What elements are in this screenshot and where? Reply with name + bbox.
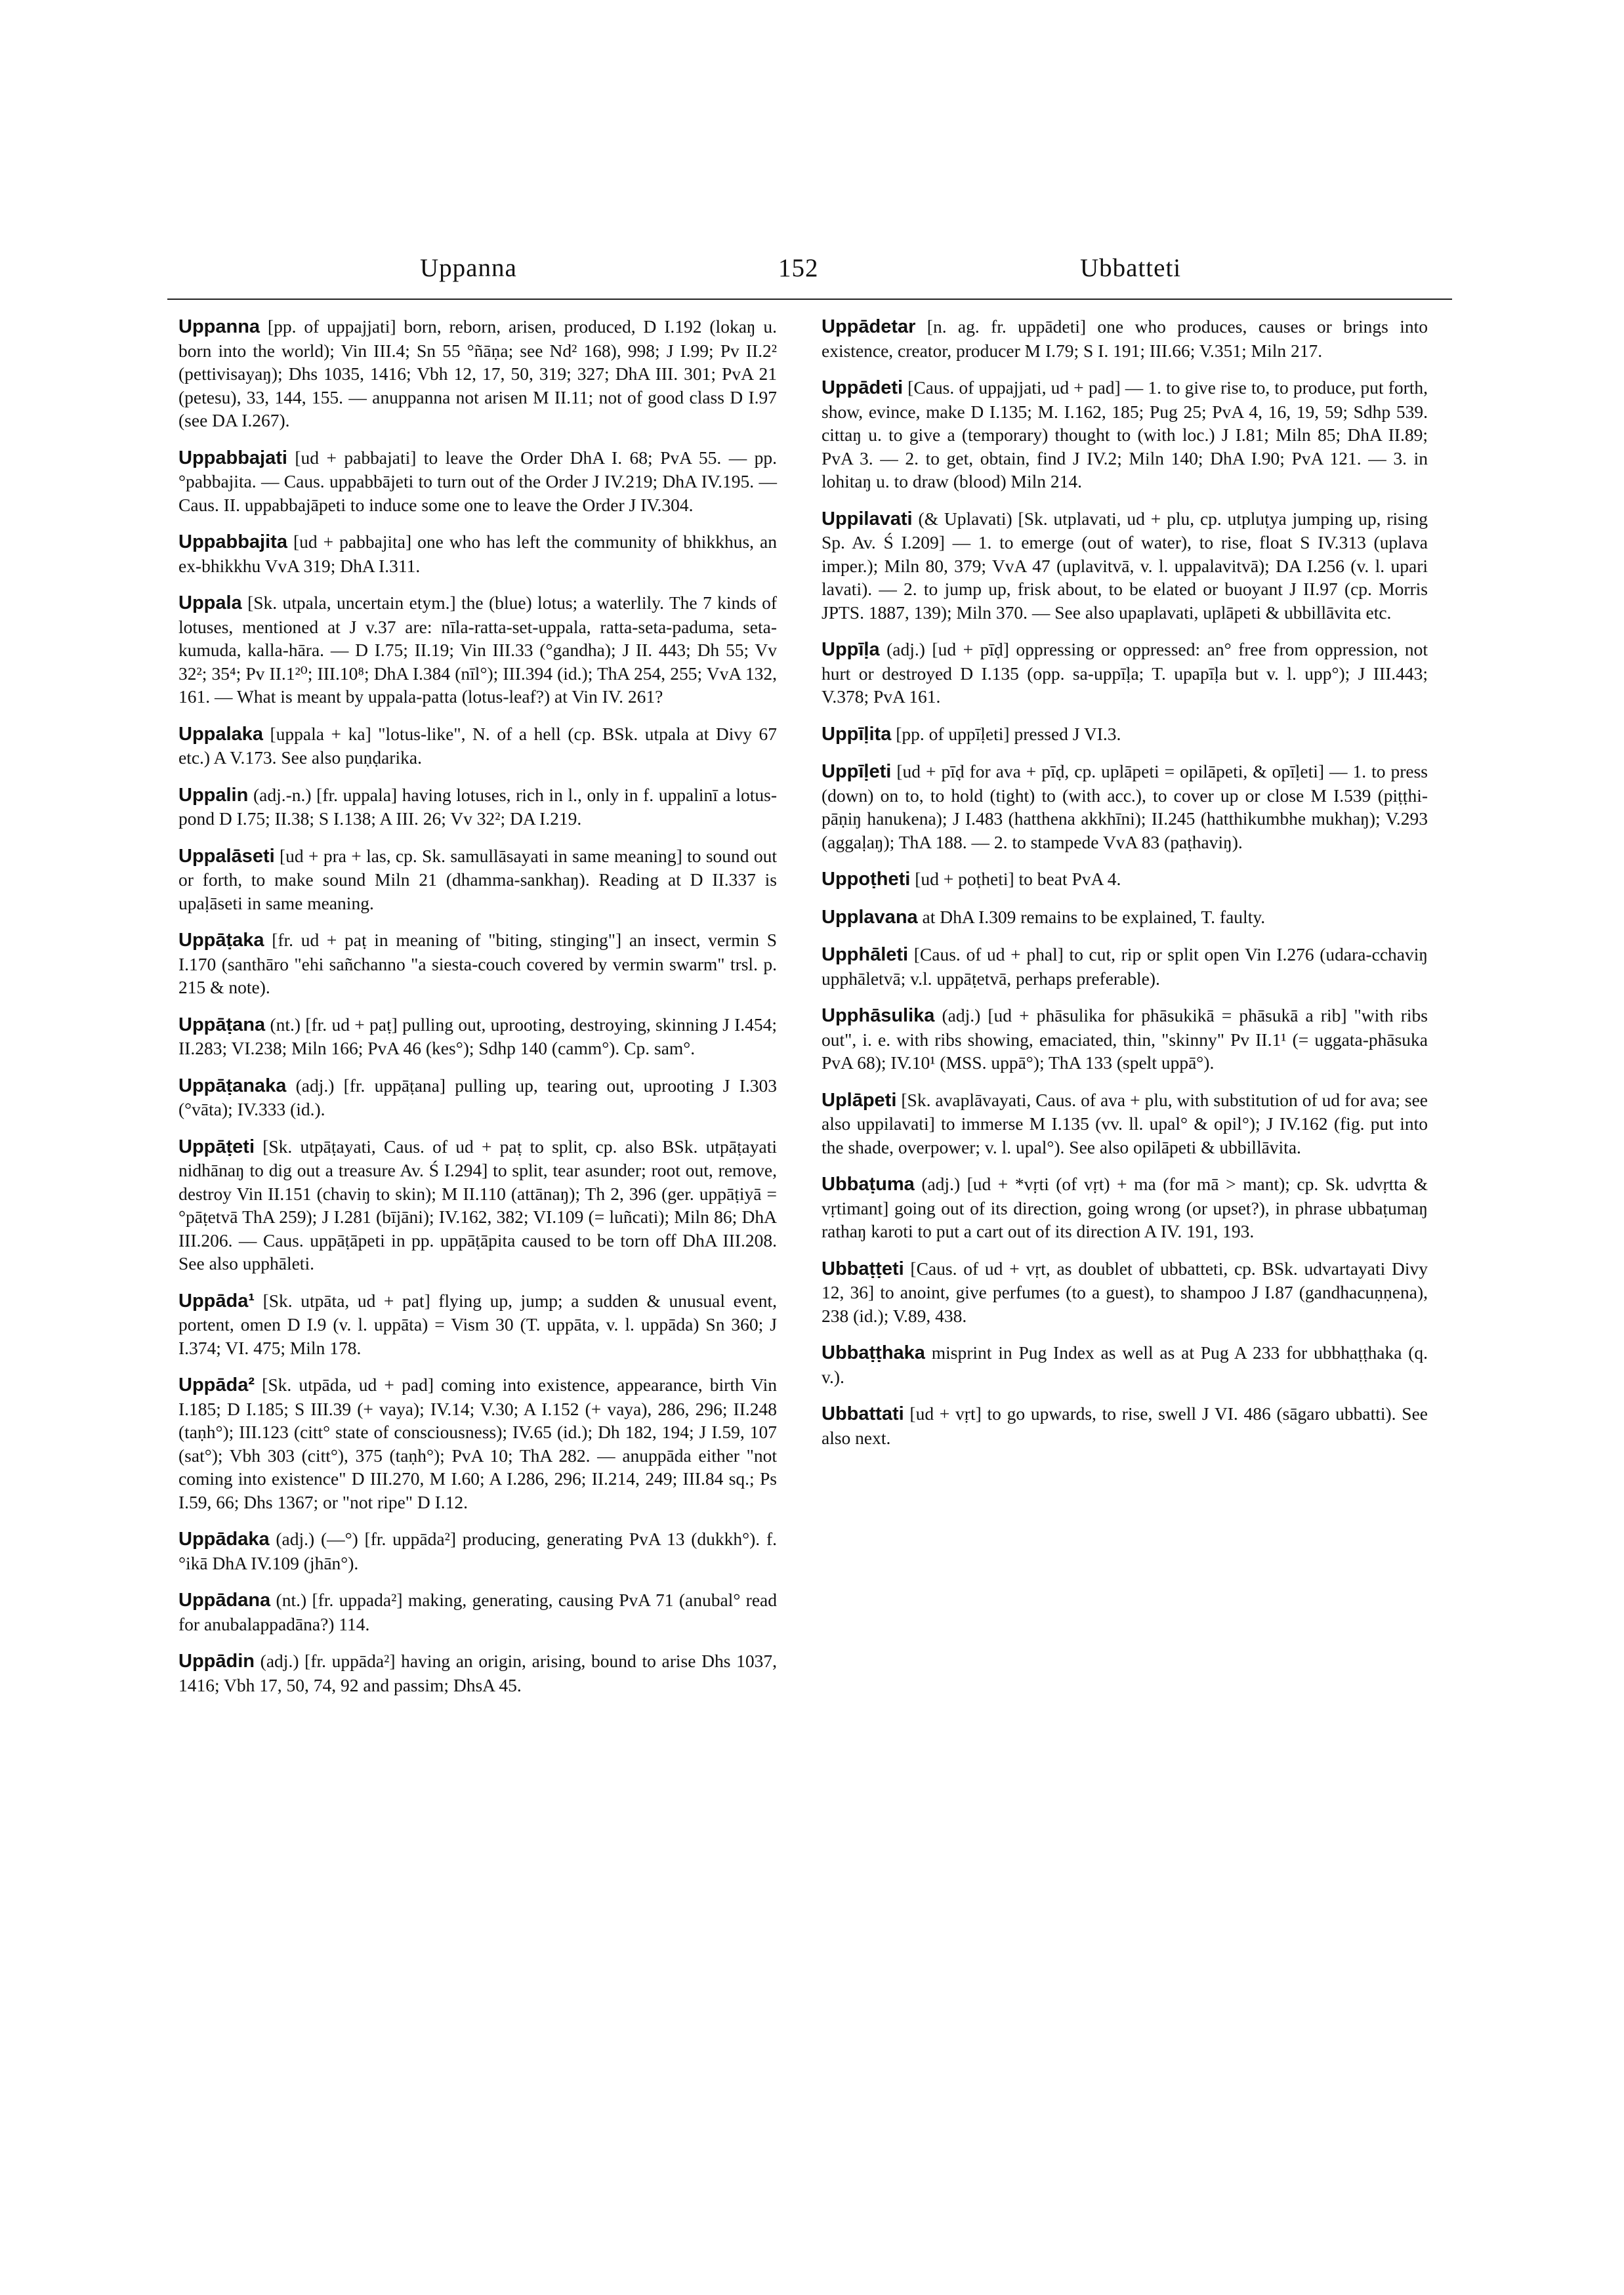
entry-text: [ud + poṭheti] to beat PvA 4. (910, 869, 1121, 889)
entry (178, 315, 777, 432)
headword: Uppabbajita (178, 531, 287, 552)
entry (178, 844, 777, 915)
entry-text: (adj.) (—°) [fr. uppāda²] producing, generating PvA 13 (dukkh°). f. °ikā DhA IV.109 (jhān°). (178, 1529, 777, 1573)
entry-text: [uppala + ka] "lotus-like", N. of a hell (cp. BSk. utpala at Divy 67 etc.) A V.173. See also puṇḍarika. (178, 723, 777, 768)
entry-text: [Caus. of ud + phal] to cut, rip or split open Vin I.276 (udara-cchaviŋ upphāletvā; v.l. uppāṭetvā, perhaps preferable). (822, 944, 1428, 989)
headword: Uppāda¹ (178, 1290, 255, 1312)
entry-text: [ud + pra + las, cp. Sk. samullāsayati in same meaning] to sound out or forth, to make sound Miln 21 (dhamma-sankhaŋ). Reading at D II.337 is upaḷāseti in same meaning. (178, 845, 777, 913)
entry (178, 1135, 777, 1275)
headword: Uppādaka (178, 1529, 270, 1550)
entry (178, 1527, 777, 1575)
entry-text: [ud + pabbajita] one who has left the community of bhikkhus, an ex-bhikkhu VvA 319; DhA I.311. (178, 531, 777, 576)
entry (822, 760, 1428, 854)
headword: Uppādetar (822, 316, 916, 337)
headword: Uppāda² (178, 1375, 255, 1396)
entry (822, 1341, 1428, 1388)
entry-text: (adj.) [ud + pīḍ] oppressing or oppressed: an° free from oppression, not hurt or destroyed D I.135 (opp. sa-uppīḷa; T. upapīḷa but v. l. upp°); J III.443; V.378; PvA 161. (822, 639, 1428, 707)
headword: Uppalāseti (178, 845, 275, 867)
headword: Ubbattati (822, 1403, 904, 1424)
headword: Uppalin (178, 784, 249, 806)
entry-text: [ud + vṛt] to go upwards, to rise, swell J VI. 486 (sāgaro ubbatti). See also next. (822, 1403, 1428, 1448)
entry-text: [Caus. of uppajjati, ud + pad] — 1. to give rise to, to produce, put forth, show, evince, make D I.135; M. I.162, 185; Pug 25; PvA 4, 16, 19, 59; Sdhp 539. cittaŋ u. to give a (temporary) thought to (with loc.) J I.81; Miln 85; DhA II.89; PvA 3. — 2. to get, obtain, find J IV.2; Miln 140; DhA I.90; PvA 121. — 3. in lohitaŋ u. to draw (blood) Miln 214. (822, 377, 1428, 491)
entry (178, 1013, 777, 1060)
headword: Uppāṭana (178, 1014, 266, 1035)
entry (822, 867, 1428, 892)
headword: Uppāṭeti (178, 1136, 255, 1157)
headword: Uppilavati (822, 508, 913, 529)
headword: Uppīḷita (822, 723, 892, 745)
entry (822, 376, 1428, 493)
entry (822, 1172, 1428, 1243)
headword: Ubbaṭuma (822, 1174, 915, 1195)
entry (822, 1004, 1428, 1075)
headword: Uplāpeti (822, 1089, 897, 1111)
entry (178, 1373, 777, 1514)
headword: Ubbaṭṭhaka (822, 1342, 925, 1363)
entry-text: [Caus. of ud + vṛt, as doublet of ubbatteti, cp. BSk. udvartayati Divy 12, 36] to anoint, give perfumes (to a guest), to shampoo J I.87 (gandhacuṇṇena), 238 (id.); V.89, 438. (822, 1258, 1428, 1326)
entry (822, 722, 1428, 747)
entry-text: [Sk. utpala, uncertain etym.] the (blue) lotus; a waterlily. The 7 kinds of lotuses, mentioned at J v.37 are: nīla-ratta-set-uppala, ratta-seta-paduma, seta-kumuda, kalla-hāra. — D I.75; II.19; Vin III.33 (°gandha); J II. 443; Dh 55; Vv 32²; 35⁴; Pv II.1²⁰; III.10⁸; DhA I.384 (nīl°); III.394 (id.); ThA 254, 255; VvA 132, 161. — What is meant by uppala-patta (lotus-leaf?) at Vin IV. 261? (178, 592, 777, 707)
entry-text: [fr. ud + paṭ in meaning of "biting, stinging"] an insect, vermin S I.170 (santhāro "ehi sañchanno "a siesta-couch covered by vermin swarm" trsl. p. 215 & note). (178, 930, 777, 997)
entry-text: [ud + pīḍ for ava + pīḍ, cp. uplāpeti = opilāpeti, & opīḷeti] — 1. to press (down) on to, to hold (tight) to (with acc.), to cover up or close M I.539 (piṭṭhi-pāṇiŋ hanukena); J I.483 (hatthena akkhīni); II.245 (hatthikumbhe mukhaŋ); V.293 (aggaḷaŋ); ThA 188. — 2. to stampede VvA 83 (paṭhaviŋ). (822, 761, 1428, 852)
headword: Uppādana (178, 1590, 271, 1611)
entry (178, 1649, 777, 1697)
entry (822, 1257, 1428, 1328)
entry (822, 507, 1428, 625)
entry (178, 928, 777, 999)
entry-text: [n. ag. fr. uppādeti] one who produces, causes or brings into existence, creator, producer M I.79; S I. 191; III.66; V.351; Miln 217. (822, 316, 1428, 361)
headword: Ubbaṭṭeti (822, 1258, 904, 1279)
entry-text: (adj.) [ud + phāsulika for phāsukikā = phāsukā a rib] "with ribs out", i. e. with ribs showing, emaciated, thin, "skinny" Pv II.1¹ (= uggata-phāsuka PvA 68); IV.10¹ (MSS. uppā°); ThA 133 (spelt uppā°). (822, 1005, 1428, 1073)
headword: Uppādeti (822, 377, 904, 398)
headword: Uppala (178, 592, 242, 613)
entry-text: (adj.) [fr. uppāda²] having an origin, arising, bound to arise Dhs 1037, 1416; Vbh 17, 50, 74, 92 and passim; DhsA 45. (178, 1651, 777, 1695)
entry-text: [Sk. utpāṭayati, Caus. of ud + paṭ to split, cp. also BSk. utpāṭayati nidhānaŋ to dig out a treasure Av. Ś I.294] to split, tear asunder; root out, remove, destroy Vin II.151 (chaviŋ to skin); M II.110 (attānaŋ); Th 2, 396 (ger. uppāṭiyā = °pāṭetvā ThA 259); J I.281 (bījāni); IV.162, 382; VI.109 (= luñcati); Miln 86; DhA III.206. — Caus. uppāṭāpeti in pp. uppāṭāpita caused to be torn off DhA III.208. See also upphāleti. (178, 1136, 777, 1273)
headword: Uppīḷa (822, 639, 880, 660)
entry (178, 783, 777, 831)
entry (822, 905, 1428, 930)
entry (178, 591, 777, 709)
headword: Uppanna (178, 316, 260, 337)
entry (178, 722, 777, 770)
headword: Upplavana (822, 906, 918, 928)
right-column (822, 315, 1428, 1463)
headword: Uppāṭanaka (178, 1075, 287, 1096)
entry-text: [Sk. utpāta, ud + pat] flying up, jump; a sudden & unusual event, portent, omen D I.9 (v. l. uppāta) = Vism 30 (T. uppāta, v. l. uppāda) Sn 360; J I.374; VI. 475; Miln 178. (178, 1290, 777, 1358)
headword: Upphāsulika (822, 1005, 935, 1026)
running-head-right: Ubbatteti (1080, 254, 1182, 282)
entry-text: [Sk. avaplāvayati, Caus. of ava + plu, with substitution of ud for ava; see also uppilavati] to immerse M I.135 (vv. ll. upal° & opil°); J IV.162 (fig. put into the shade, overpower; v. l. upal°). See also opilāpeti & ubbillāvita. (822, 1089, 1428, 1157)
entry-text: (nt.) [fr. uppada²] making, generating, causing PvA 71 (anubal° read for anubalappadāna?) 114. (178, 1590, 777, 1634)
entry-text: (adj.-n.) [fr. uppala] having lotuses, rich in l., only in f. uppalinī a lotus-pond D I.75; II.38; S I.138; A III. 26; Vv 32²; DA I.219. (178, 784, 777, 829)
entry-text: [pp. of uppīḷeti] pressed J VI.3. (891, 723, 1121, 744)
entry-text: at DhA I.309 remains to be explained, T. faulty. (917, 906, 1266, 927)
entry (822, 315, 1428, 362)
entry (178, 1588, 777, 1636)
entry-text: (adj.) [fr. uppāṭana] pulling up, tearing out, uprooting J I.303 (°vāta); IV.333 (id.). (178, 1075, 777, 1119)
entry-text: (& Uplavati) [Sk. utplavati, ud + plu, cp. utpluṭya jumping up, rising Sp. Av. Ś I.209] — 1. to emerge (out of water), to rise, float S IV.313 (uplava imper.); Miln 80, 379; VvA 47 (uplavitvā, v. l. uppalavitvā); DA I.256 (v. l. upari lavati). — 2. to jump up, frisk about, to be elated or buoyant J II.97 (cp. Morris JPTS. 1887, 139); Miln 370. — See also upaplavati, uplāpeti & ubbillāvita etc. (822, 508, 1428, 623)
page-number: 152 (778, 254, 819, 282)
headword: Uppoṭheti (822, 869, 911, 890)
entry-text: (nt.) [fr. ud + paṭ] pulling out, uprooting, destroying, skinning J I.454; II.283; VI.238; Miln 166; PvA 46 (kes°); Sdhp 140 (camm°). Cp. sam°. (178, 1014, 777, 1058)
header-rule (167, 299, 1452, 300)
running-head-left: Uppanna (420, 254, 517, 282)
headword: Upphāleti (822, 944, 909, 965)
entry (822, 943, 1428, 990)
headword: Uppabbajati (178, 447, 287, 468)
entry-text: misprint in Pug Index as well as at Pug A 233 for ubbhaṭṭhaka (q. v.). (822, 1342, 1428, 1387)
entry-text: [pp. of uppajjati] born, reborn, arisen, produced, D I.192 (lokaŋ u. born into the world); Vin III.4; Sn 55 °ñāṇa; see Nd² 168), 998; J I.99; Pv II.2² (pettivisayaŋ); Dhs 1035, 1416; Vbh 12, 17, 50, 319; 327; DhA III. 301; PvA 21 (petesu), 33, 144, 155. — anuppanna not arisen M II.11; not of good class D I.97 (see DA I.267). (178, 316, 777, 430)
entry-text: (adj.) [ud + *vṛti (of vṛt) + ma (for mā > mant); cp. Sk. udvṛtta & vṛtimant] going out of its direction, going wrong (or upset?), in phrase ubbaṭumaŋ rathaŋ karoti to put a cart out of its direction A IV. 191, 193. (822, 1174, 1428, 1241)
entry (822, 1088, 1428, 1159)
entry (822, 1402, 1428, 1449)
entry (178, 1289, 777, 1360)
headword: Uppāṭaka (178, 930, 264, 951)
left-column (178, 315, 777, 1710)
headword: Uppīḷeti (822, 761, 892, 782)
entry (822, 638, 1428, 709)
entry-text: [Sk. utpāda, ud + pad] coming into existence, appearance, birth Vin I.185; D I.185; S III.39 (+ vaya); IV.14; V.30; A I.152 (+ vaya), 286, 296; II.248 (taṇh°); III.123 (citt° state of consciousness); IV.65 (id.); Dh 182, 194; J I.59, 107 (sat°); Vbh 303 (citt°), 375 (taṇh°); PvA 10; ThA 282. — anuppāda either "not coming into existence" D III.270, M I.60; A I.286, 296; II.214, 249; III.84 sq.; Ps I.59, 66; Dhs 1367; or "not ripe" D I.12. (178, 1375, 777, 1512)
entry (178, 530, 777, 577)
entry (178, 446, 777, 517)
headword: Uppalaka (178, 723, 263, 745)
headword: Uppādin (178, 1651, 255, 1672)
entry-text: [ud + pabbajati] to leave the Order DhA I. 68; PvA 55. — pp. °pabbajita. — Caus. uppabbājeti to turn out of the Order J IV.219; DhA IV.195. — Caus. II. uppabbajāpeti to induce some one to leave the Order J IV.304. (178, 447, 777, 515)
entry (178, 1074, 777, 1121)
